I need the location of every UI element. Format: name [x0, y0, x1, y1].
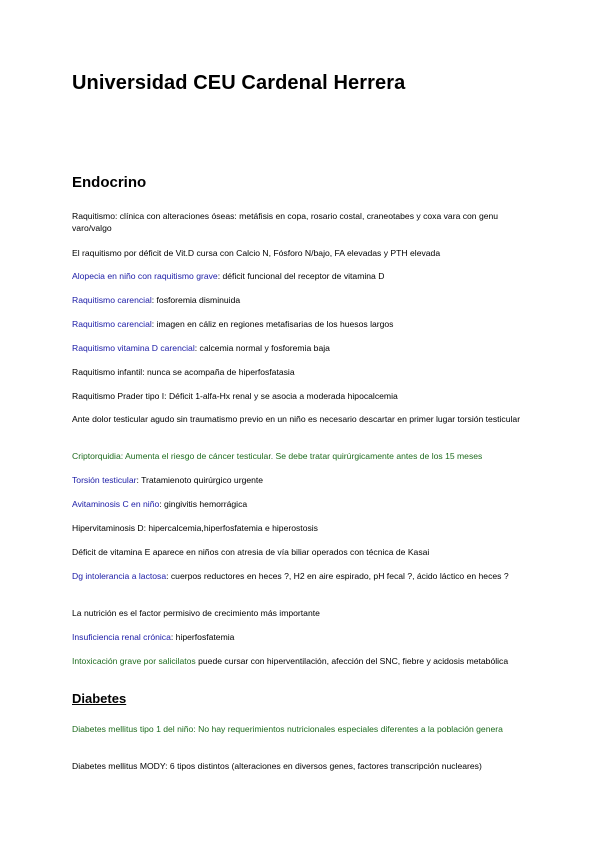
paragraph-text: El raquitismo por déficit de Vit.D cursa con Calcio N, Fósforo N/bajo, FA elevadas y PTH elevada: [72, 248, 441, 258]
paragraph-salicilatos: [72, 655, 532, 667]
paragraph-text: Raquitismo: clínica con alteraciones óseas: metáfisis en copa, rosario costal, craneotabes y coxa vara con genu varo/valgo: [72, 211, 499, 233]
paragraph-nutricion: [72, 607, 532, 619]
paragraph-text: : imagen en cáliz en regiones metafisarias de los huesos largos: [151, 319, 394, 329]
paragraph-term: Dg intolerancia a lactosa: [72, 571, 167, 581]
paragraph-torsion-testicular: [72, 474, 532, 486]
paragraph-term: Criptorquidia: Aumenta el riesgo de cáncer testicular. Se debe tratar quirúrgicamente antes de los 15 meses: [72, 451, 483, 461]
paragraph-term: Insuficiencia renal crónica: [72, 632, 171, 642]
paragraph-term: Torsión testicular: [72, 475, 137, 485]
paragraph-avitaminosis-c: [72, 498, 532, 510]
paragraph-diabetes-mody: [72, 760, 532, 772]
paragraph-text: puede cursar con hiperventilación, afección del SNC, fiebre y acidosis metabólica: [195, 656, 509, 666]
paragraph-term: Raquitismo vitamina D carencial: [72, 343, 195, 353]
paragraph-dolor-testicular: [72, 413, 532, 425]
paragraph-criptorquidia: [72, 450, 532, 462]
paragraph-alopecia: [72, 270, 532, 282]
paragraph-text: : cuerpos reductores en heces ?, H2 en aire espirado, pH fecal ?, ácido láctico en heces ?: [166, 571, 509, 581]
paragraph-raquitismo-vitamina-d: [72, 342, 532, 354]
page-title: Universidad CEU Cardenal Herrera: [72, 72, 406, 94]
paragraph-text: : hiperfosfatemia: [170, 632, 235, 642]
paragraph-raquitismo-prader: [72, 390, 532, 402]
paragraph-text: Raquitismo Prader tipo I: Déficit 1-alfa-Hx renal y se asocia a moderada hipocalcemia: [72, 391, 398, 401]
paragraph-text: : calcemia normal y fosforemia baja: [194, 343, 330, 353]
paragraph-text: : fosforemia disminuida: [151, 295, 241, 305]
paragraph-text: Ante dolor testicular agudo sin traumatismo previo en un niño es necesario descartar en primer lugar torsión testicular: [72, 414, 521, 424]
paragraph-text: Hipervitaminosis D: hipercalcemia,hiperfosfatemia e hiperostosis: [72, 523, 318, 533]
section-heading-diabetes: Diabetes: [72, 691, 127, 706]
paragraph-text: : gingivitis hemorrágica: [159, 499, 248, 509]
paragraph-term: Raquitismo carencial: [72, 319, 152, 329]
paragraph-text: Raquitismo infantil: nunca se acompaña de hiperfosfatasia: [72, 367, 295, 377]
paragraph-intolerancia-lactosa: [72, 570, 532, 582]
paragraph-raquitismo-deficit: [72, 247, 532, 259]
paragraph-text: : Tratamienoto quirúrgico urgente: [136, 475, 264, 485]
paragraph-raquitismo-infantil: [72, 366, 532, 378]
paragraph-insuficiencia-renal: [72, 631, 532, 643]
paragraph-diabetes-tipo-1: [72, 723, 532, 735]
paragraph-text: Déficit de vitamina E aparece en niños con atresia de vía biliar operados con técnica de Kasai: [72, 547, 430, 557]
paragraph-raquitismo-carencial-caliz: [72, 318, 532, 330]
paragraph-raquitismo-clinica: [72, 210, 532, 234]
paragraph-text: Diabetes mellitus MODY: 6 tipos distintos (alteraciones en diversos genes, factores transcripción nucleares): [72, 761, 482, 771]
paragraph-term: Alopecia en niño con raquitismo grave: [72, 271, 218, 281]
paragraph-term: Raquitismo carencial: [72, 295, 152, 305]
paragraph-term: Diabetes mellitus tipo 1 del niño: No hay requerimientos nutricionales especiales diferentes a la población genera: [72, 724, 503, 734]
paragraph-text: : déficit funcional del receptor de vitamina D: [217, 271, 385, 281]
paragraph-raquitismo-carencial-fosforemia: [72, 294, 532, 306]
paragraph-term: Avitaminosis C en niño: [72, 499, 160, 509]
section-heading-endocrino: Endocrino: [72, 174, 147, 191]
paragraph-deficit-vitamina-e: [72, 546, 532, 558]
paragraph-text: La nutrición es el factor permisivo de crecimiento más importante: [72, 608, 320, 618]
paragraph-hipervitaminosis-d: [72, 522, 532, 534]
paragraph-term: Intoxicación grave por salicilatos: [72, 656, 196, 666]
